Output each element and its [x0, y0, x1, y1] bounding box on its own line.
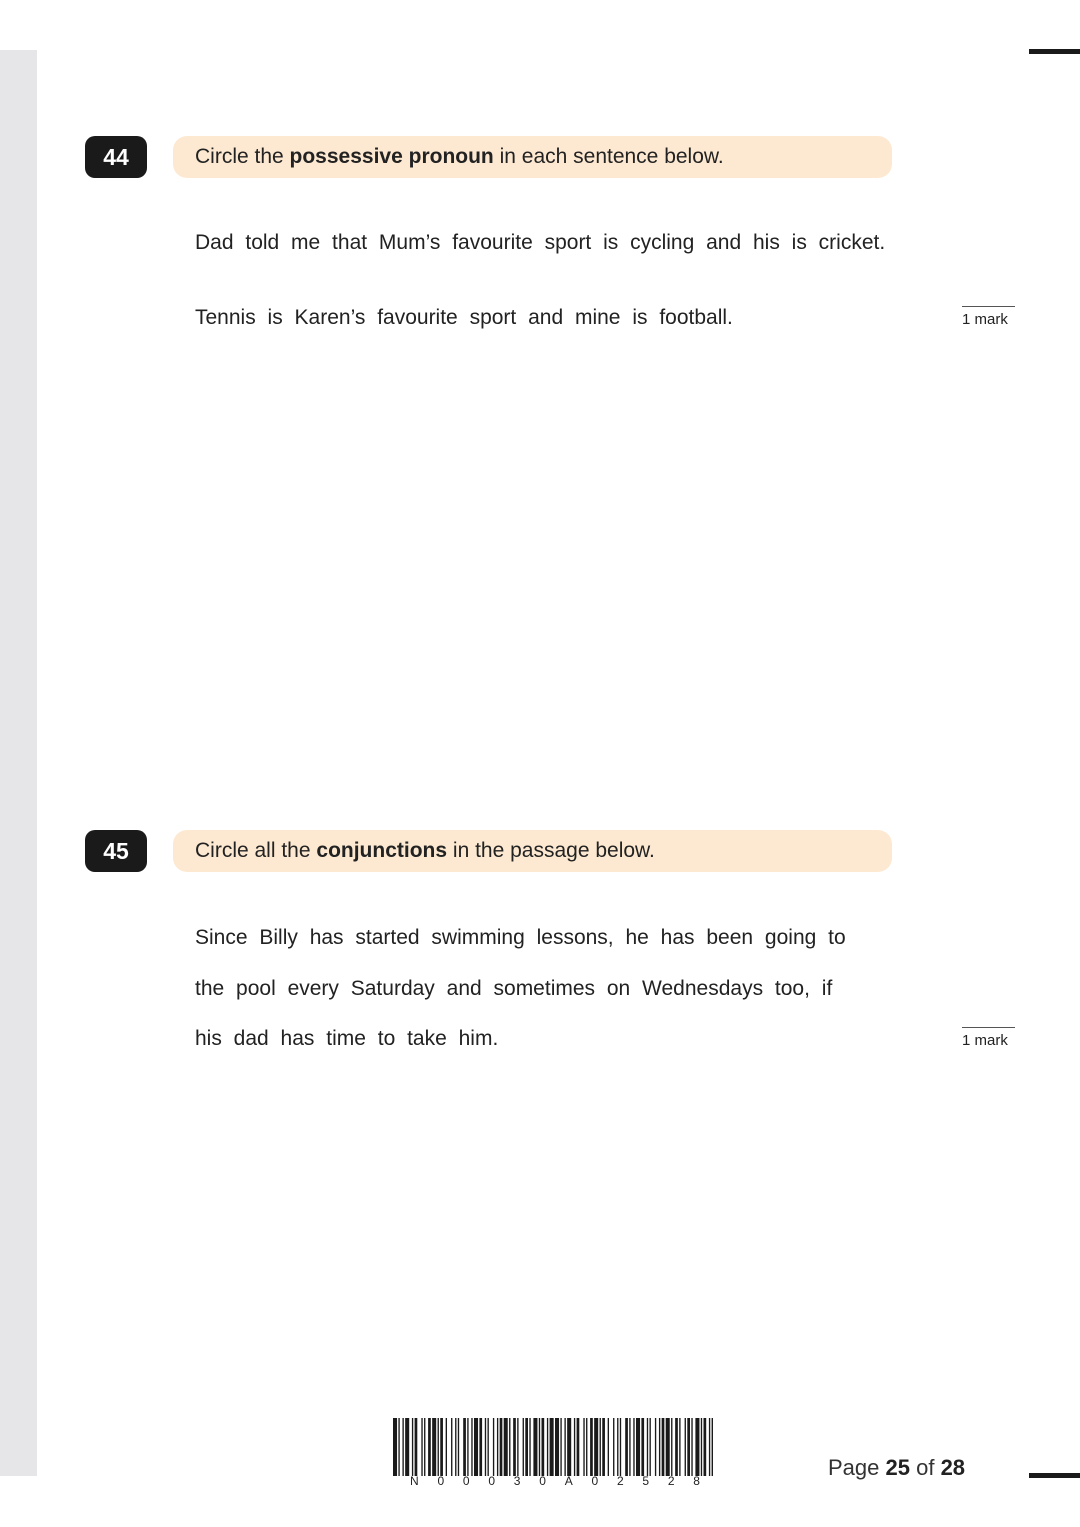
barcode-bar — [695, 1418, 699, 1476]
barcode-bar — [583, 1418, 584, 1476]
barcode-bar — [647, 1418, 648, 1476]
barcode-bar — [666, 1418, 670, 1476]
barcode — [393, 1418, 713, 1476]
barcode-bar — [617, 1418, 618, 1476]
barcode-digit: 2 — [616, 1474, 624, 1488]
barcode-bar — [671, 1418, 672, 1476]
barcode-bar — [488, 1418, 489, 1476]
barcode-bar — [613, 1418, 614, 1476]
instruction-text: in each sentence below. — [493, 145, 724, 168]
barcode-bar — [504, 1418, 508, 1476]
page-number — [828, 1455, 965, 1481]
barcode-digit: 3 — [513, 1474, 521, 1488]
barcode-digit: 0 — [488, 1474, 496, 1488]
page-current: 25 — [885, 1455, 910, 1480]
barcode-digit: 0 — [539, 1474, 546, 1488]
barcode-bar — [625, 1418, 628, 1476]
barcode-bar — [523, 1418, 524, 1476]
question-45-instruction — [173, 830, 892, 872]
barcode-digit: 8 — [693, 1474, 700, 1488]
barcode-bar — [467, 1418, 468, 1476]
sentence-1[interactable]: Dad told me that Mum’s favourite sport is cycling and his is cricket. — [195, 231, 886, 254]
barcode-bar — [560, 1418, 561, 1476]
barcode-bar — [594, 1418, 598, 1476]
barcode-digits — [410, 1474, 700, 1488]
instruction-text: Circle the — [195, 145, 290, 168]
page-total: 28 — [940, 1455, 966, 1480]
barcode-bar — [533, 1418, 537, 1476]
barcode-bar — [685, 1418, 686, 1476]
question-number-44: 44 — [85, 136, 147, 178]
barcode-digit: N — [410, 1474, 419, 1488]
mark-label-45: 1 mark — [962, 1027, 1015, 1049]
bottom-right-corner-mark — [1029, 1473, 1080, 1478]
barcode-bar — [517, 1418, 518, 1476]
instruction-keyword: possessive pronoun — [289, 145, 494, 168]
barcode-bar — [547, 1418, 548, 1476]
barcode-bar — [679, 1418, 680, 1476]
barcode-bar — [451, 1418, 452, 1476]
barcode-bar — [463, 1418, 466, 1476]
barcode-bar — [620, 1418, 621, 1476]
barcode-bar — [500, 1418, 503, 1476]
barcode-bar — [641, 1418, 644, 1476]
barcode-bar — [415, 1418, 418, 1476]
barcode-bar — [600, 1418, 601, 1476]
barcode-bar — [629, 1418, 630, 1476]
barcode-bar — [402, 1418, 403, 1476]
barcode-digit: 0 — [591, 1474, 599, 1488]
barcode-digit: 0 — [462, 1474, 470, 1488]
barcode-bar — [432, 1418, 436, 1476]
barcode-bar — [497, 1418, 498, 1476]
barcode-bar — [659, 1418, 660, 1476]
page-prefix: Page — [828, 1455, 886, 1480]
barcode-bar — [446, 1418, 447, 1476]
barcode-bar — [412, 1418, 413, 1476]
question-number-45: 45 — [85, 830, 147, 872]
barcode-bar — [675, 1418, 678, 1476]
barcode-bar — [525, 1418, 528, 1476]
barcode-bar — [474, 1418, 478, 1476]
barcode-bar — [542, 1418, 545, 1476]
passage-line-3[interactable]: his dad has time to take him. — [195, 1027, 499, 1050]
barcode-bar — [458, 1418, 459, 1476]
barcode-bar — [650, 1418, 651, 1476]
barcode-digit: 2 — [667, 1474, 675, 1488]
barcode-bar — [485, 1418, 486, 1476]
barcode-bar — [590, 1418, 593, 1476]
barcode-bar — [513, 1418, 516, 1476]
passage-line-2[interactable]: the pool every Saturday and sometimes on Wednesdays too, if — [195, 977, 833, 1000]
barcode-bar — [555, 1418, 559, 1476]
sentence-2[interactable]: Tennis is Karen’s favourite sport and mine is football. — [195, 306, 733, 329]
barcode-bar — [398, 1418, 399, 1476]
barcode-bar — [586, 1418, 587, 1476]
page-sep: of — [909, 1455, 941, 1480]
question-44-instruction — [173, 136, 892, 178]
barcode-bar — [608, 1418, 609, 1476]
left-margin-strip — [0, 50, 37, 1476]
instruction-text: Circle all the — [195, 839, 317, 862]
barcode-bar — [687, 1418, 690, 1476]
barcode-bar — [704, 1418, 707, 1476]
barcode-bar — [662, 1418, 665, 1476]
barcode-bar — [567, 1418, 571, 1476]
barcode-bar — [633, 1418, 634, 1476]
barcode-bar — [539, 1418, 540, 1476]
barcode-bar — [393, 1418, 397, 1476]
barcode-bar — [655, 1418, 656, 1476]
instruction-text: in the passage below. — [447, 839, 655, 862]
barcode-bar — [636, 1418, 640, 1476]
barcode-bar — [455, 1418, 456, 1476]
barcode-bar — [550, 1418, 554, 1476]
barcode-bar — [691, 1418, 692, 1476]
barcode-bar — [440, 1418, 443, 1476]
barcode-bar — [564, 1418, 565, 1476]
barcode-bar — [493, 1418, 494, 1476]
barcode-bar — [577, 1418, 580, 1476]
barcode-bar — [421, 1418, 422, 1476]
barcode-bar — [479, 1418, 482, 1476]
passage-line-1[interactable]: Since Billy has started swimming lessons, he has been going to — [195, 926, 846, 949]
mark-label-44: 1 mark — [962, 306, 1015, 328]
barcode-digit: 0 — [437, 1474, 445, 1488]
barcode-bar — [428, 1418, 431, 1476]
barcode-bar — [574, 1418, 575, 1476]
barcode-bar — [405, 1418, 409, 1476]
barcode-digit: 5 — [642, 1474, 650, 1488]
barcode-digit: A — [564, 1474, 573, 1488]
instruction-keyword: conjunctions — [316, 839, 448, 862]
barcode-bar — [438, 1418, 439, 1476]
top-right-corner-mark — [1029, 49, 1080, 54]
barcode-bar — [424, 1418, 425, 1476]
barcode-bar — [712, 1418, 713, 1476]
barcode-bar — [602, 1418, 605, 1476]
barcode-bar — [471, 1418, 472, 1476]
barcode-bar — [529, 1418, 530, 1476]
barcode-bar — [709, 1418, 710, 1476]
barcode-bar — [701, 1418, 702, 1476]
barcode-bar — [509, 1418, 510, 1476]
